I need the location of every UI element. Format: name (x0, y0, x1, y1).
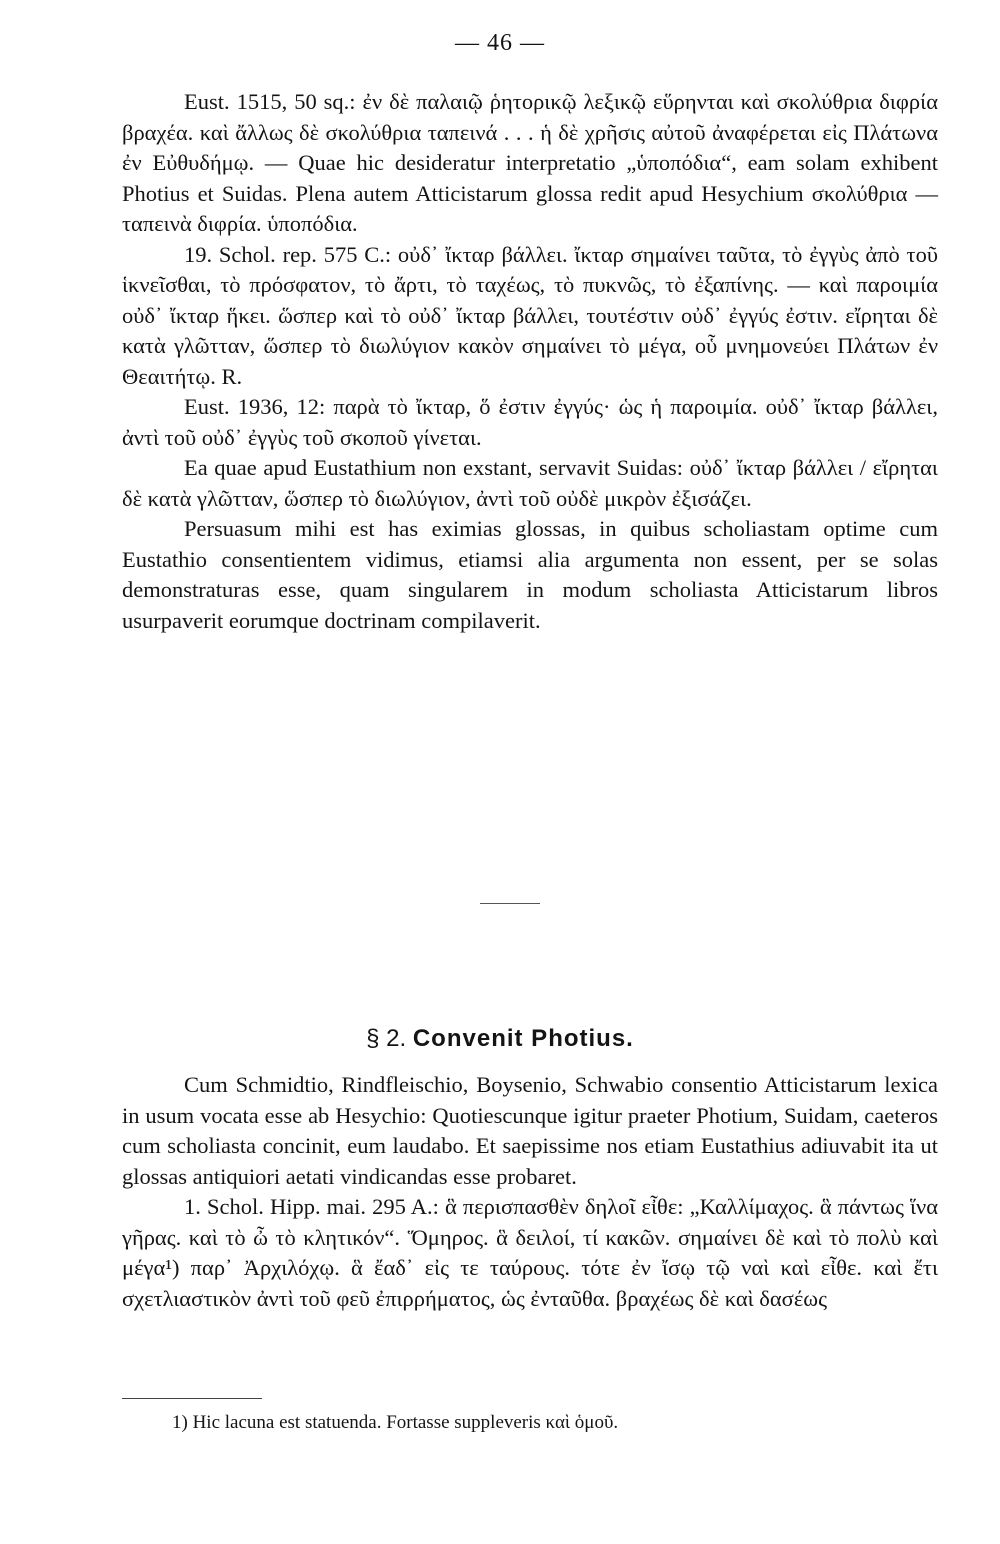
paragraph-eustathius-1936: Eust. 1936, 12: παρὰ τὸ ἴκταρ, ὅ ἐστιν ἐγγύς· ὡς ἡ παροιμία. οὐδ᾽ ἴκταρ βάλλει, ἀντὶ τοῦ οὐδ᾽ ἐγγὺς τοῦ σκοποῦ γίνεται. (122, 394, 938, 450)
page-number: — 46 — (455, 30, 545, 56)
paragraph-conclusion: Persuasum mihi est has eximias glossas, in quibus scholiastam optime cum Eustathio consentientem vidimus, etiamsi alia argumenta non essent, per se solas demonstraturas esse, quam singularem in modum scholiasta Atticistarum libros usurpaverit eorumque doctrinam compilaverit. (122, 516, 938, 633)
section-number: § 2. (366, 1025, 407, 1052)
paragraph-schol-rep-575: 19. Schol. rep. 575 C.: οὐδ᾽ ἴκταρ βάλλει. ἴκταρ σημαίνει ταῦτα, τὸ ἐγγὺς ἀπὸ τοῦ ἱκνεῖσθαι, τὸ πρόσφατον, τὸ ἄρτι, τὸ ταχέως, τὸ πυκνῶς, τὸ ἐξαπίνης. — καὶ παροιμία οὐδ᾽ ἴκταρ ἥκει. ὥσπερ καὶ τὸ οὐδ᾽ ἴκταρ βάλλει, τουτέστιν οὐδ᾽ ἐγγύς ἐστιν. εἴρηται δὲ κατὰ γλῶτταν, ὥσπερ τὸ διωλύγιον κακὸν σημαίνει τὸ μέγα, οὗ μνημονεύει Πλάτων ἐν Θεαιτήτῳ. R. (122, 241, 938, 389)
paragraph-suidas: Ea quae apud Eustathium non exstant, servavit Suidas: οὐδ᾽ ἴκταρ βάλλει / εἴρηται δὲ κατὰ γλῶτταν, ὥσπερ τὸ διωλύγιον, ἀντὶ τοῦ οὐδὲ μικρὸν ἐξισάζει. (122, 455, 938, 511)
section-title: Convenit Photius. (412, 1025, 634, 1052)
footnote: 1) Hic lacuna est statuenda. Fortasse suppleveris καὶ ὁμοῦ. (172, 1412, 619, 1433)
section-heading (0, 1025, 1000, 1053)
paragraph-section-intro: Cum Schmidtio, Rindfleischio, Boysenio, Schwabio consentio Atticistarum lexica in usum vocata esse ab Hesychio: Quotiescunque igitur praeter Photium, Suidam, caeteros cum scholiasta concinit, eum laudabo. Et saepissime nos etiam Eustathius adiuvabit ita ut glossas antiquiori aetati vindicandas esse probaret. (122, 1072, 938, 1189)
section-divider (480, 903, 540, 904)
main-text-block (122, 87, 938, 636)
section-text-block (122, 1070, 938, 1314)
paragraph-schol-hipp-mai: 1. Schol. Hipp. mai. 295 A.: ἃ περισπασθὲν δηλοῖ εἶθε: „Καλλίμαχος. ἃ πάντως ἵνα γῆρας. καὶ τὸ ὦ τὸ κλητικόν“. Ὅμηρος. ἃ δειλοί, τί κακῶν. σημαίνει δὲ καὶ τὸ πολὺ καὶ μέγα¹) παρ᾽ Ἀρχιλόχῳ. ἃ ἔαδ᾽ εἰς τε ταύρους. τότε ἐν ἴσῳ τῷ ναὶ καὶ εἶθε. καὶ ἔτι σχετλιαστικὸν ἀντὶ τοῦ φεῦ ἐπιρρήματος, ὡς ἐνταῦθα. βραχέως δὲ καὶ δασέως (122, 1194, 938, 1311)
footnote-rule (122, 1398, 262, 1399)
paragraph-eustathius-1515: Eust. 1515, 50 sq.: ἐν δὲ παλαιῷ ῥητορικῷ λεξικῷ εὕρηνται καὶ σκολύθρια διφρία βραχέα. καὶ ἄλλως δὲ σκολύθρια ταπεινά . . . ἡ δὲ χρῆσις αὐτοῦ ἀναφέρεται εἰς Πλάτωνα ἐν Εὐθυδήμῳ. — Quae hic desideratur interpretatio „ὑποπόδια“, eam solam exhibent Photius et Suidas. Plena autem Atticistarum glossa redit apud Hesychium σκολύθρια — ταπεινὰ διφρία. ὑποπόδια. (122, 89, 938, 236)
